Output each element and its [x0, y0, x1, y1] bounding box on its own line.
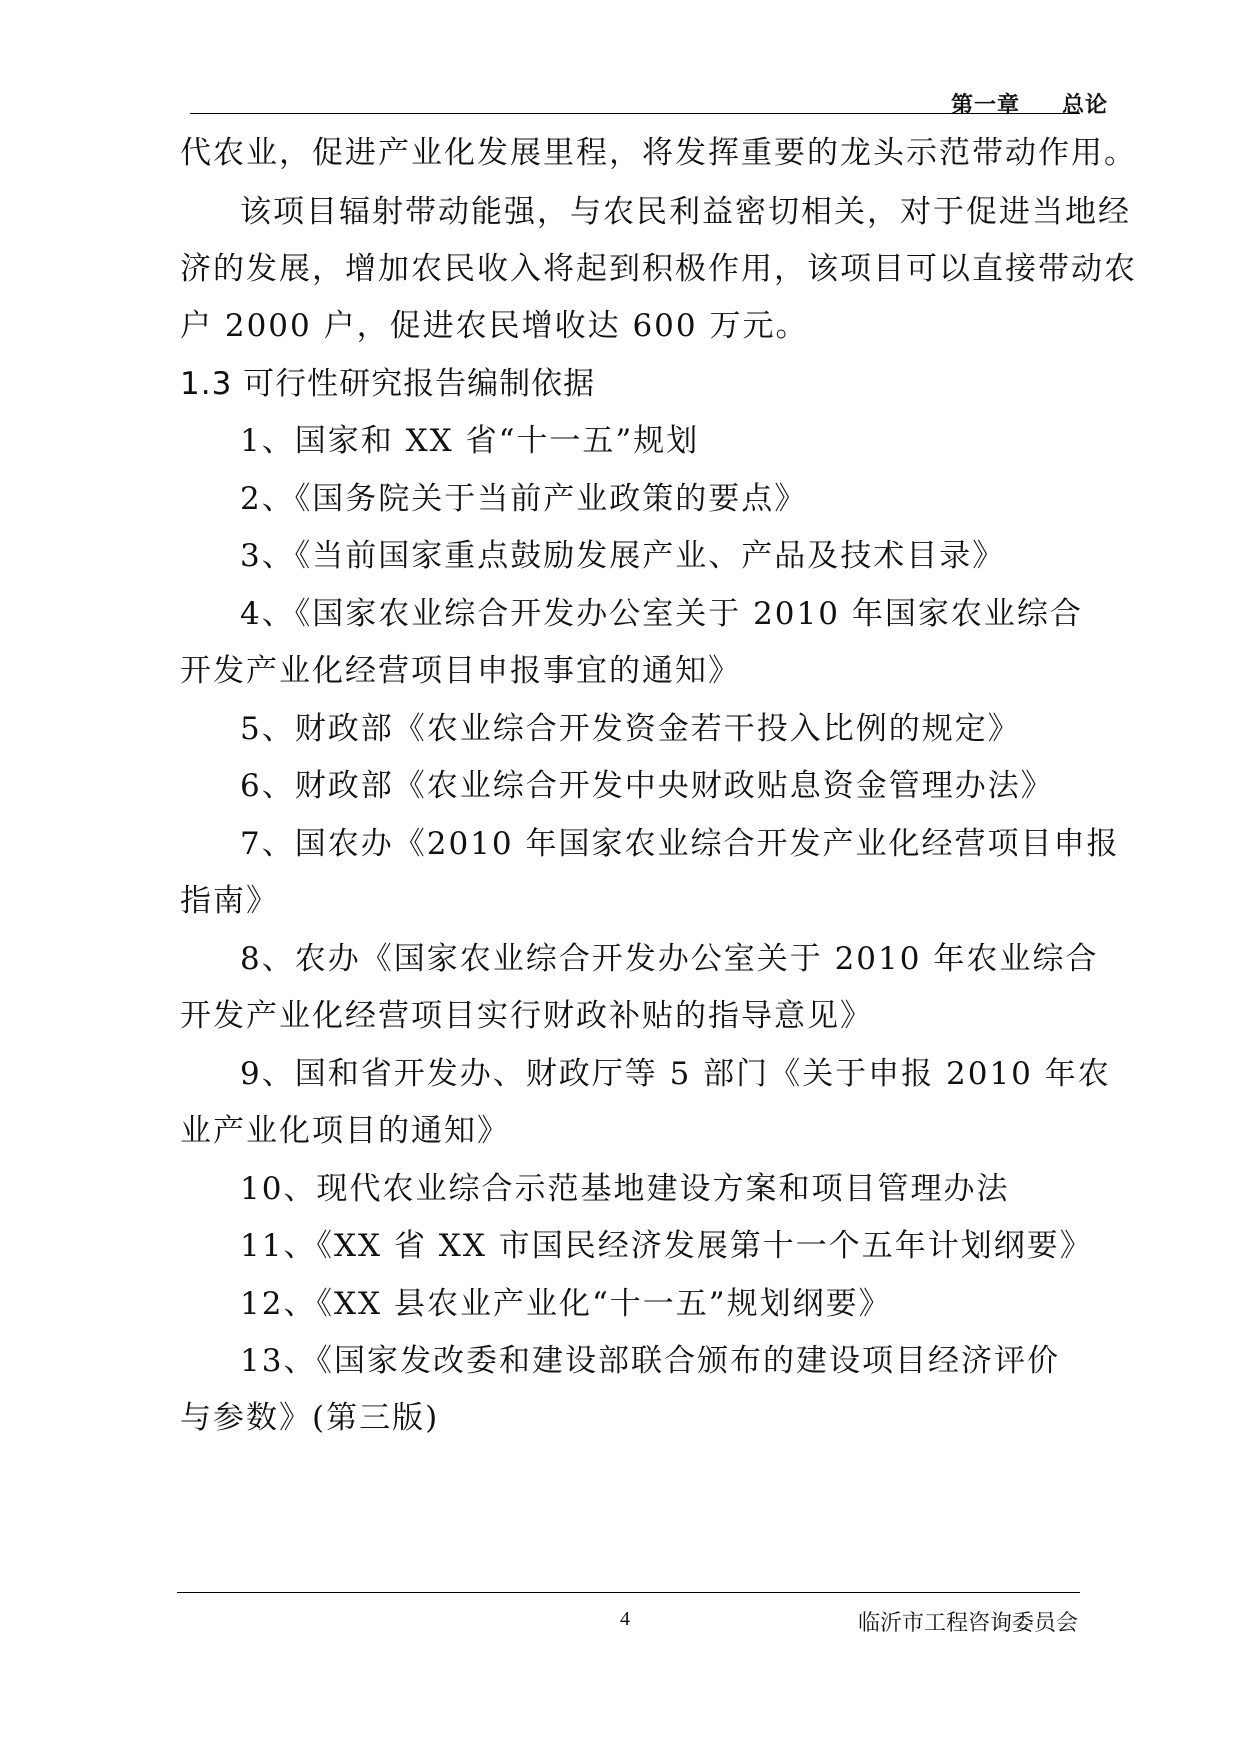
reference-item: 10、现代农业综合示范基地建设方案和项目管理办法	[240, 1171, 1010, 1207]
reference-item: 3、《当前国家重点鼓励发展产业、产品及技术目录》	[240, 538, 1006, 574]
reference-item: 4、《国家农业综合开发办公室关于 2010 年国家农业综合	[240, 596, 1083, 632]
running-header	[951, 88, 1108, 119]
reference-item-continued: 业产业化项目的通知》	[180, 1113, 510, 1149]
footer-rule	[177, 1592, 1080, 1593]
reference-item: 1、国家和 XX 省“十一五”规划	[240, 423, 700, 459]
reference-item-continued: 开发产业化经营项目申报事宜的通知》	[180, 653, 741, 689]
reference-item: 13、《国家发改委和建设部联合颁布的建设项目经济评价	[240, 1343, 1060, 1379]
reference-item-continued: 指南》	[180, 883, 279, 919]
body-line: 济的发展，增加农民收入将起到积极作用，该项目可以直接带动农	[180, 251, 1137, 287]
reference-item: 5、财政部《农业综合开发资金若干投入比例的规定》	[240, 711, 1021, 747]
footer-organization: 临沂市工程咨询委员会	[857, 1611, 1078, 1636]
reference-item: 11、《XX 省 XX 市国民经济发展第十一个五年计划纲要》	[240, 1228, 1093, 1264]
reference-item: 7、国农办《2010 年国家农业综合开发产业化经营项目申报	[240, 826, 1120, 862]
reference-item: 2、《国务院关于当前产业政策的要点》	[240, 481, 808, 517]
chapter-number: 第一章	[950, 93, 1020, 118]
reference-item: 6、财政部《农业综合开发中央财政贴息资金管理办法》	[240, 768, 1054, 804]
reference-item: 8、农办《国家农业综合开发办公室关于 2010 年农业综合	[240, 941, 1099, 977]
header-rule	[190, 113, 1080, 114]
reference-item-continued: 与参数》(第三版)	[180, 1400, 440, 1436]
section-heading: 1.3 可行性研究报告编制依据	[180, 366, 596, 402]
body-line: 该项目辐射带动能强，与农民利益密切相关，对于促进当地经	[240, 194, 1131, 230]
reference-item-continued: 开发产业化经营项目实行财政补贴的指导意见》	[180, 998, 873, 1034]
chapter-title: 总论	[1061, 93, 1108, 118]
body-line: 代农业，促进产业化发展里程，将发挥重要的龙头示范带动作用。	[180, 135, 1137, 171]
reference-item: 12、《XX 县农业产业化“十一五”规划纲要》	[240, 1286, 892, 1322]
page-number: 4	[620, 1608, 630, 1630]
reference-item: 9、国和省开发办、财政厅等 5 部门《关于申报 2010 年农	[240, 1056, 1111, 1092]
body-line: 户 2000 户，促进农民增收达 600 万元。	[180, 308, 809, 344]
